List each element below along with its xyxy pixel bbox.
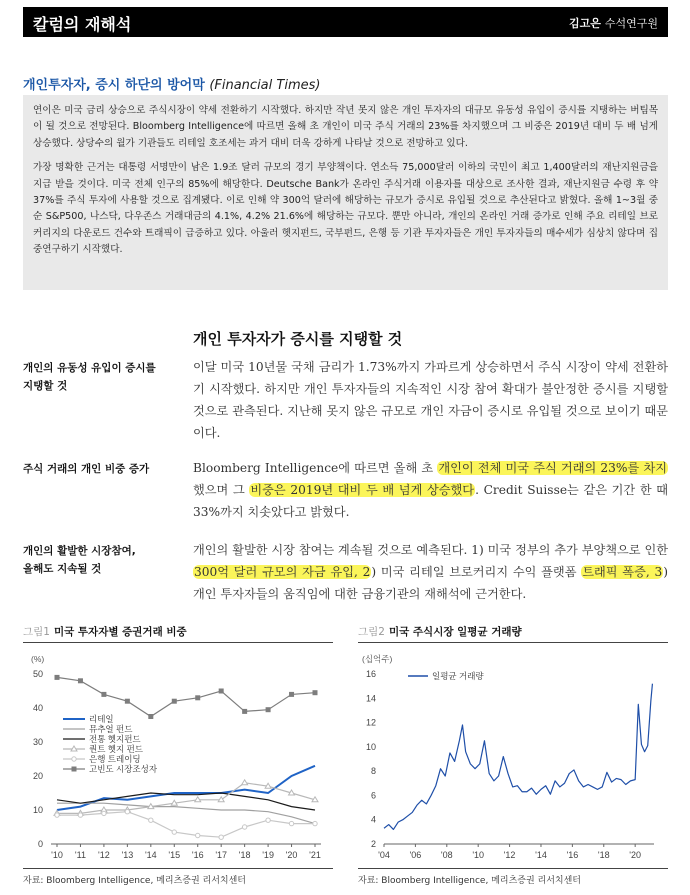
series-marker (172, 830, 176, 834)
highlighted-text: 300억 달러 규모의 자금 유입, 2 (194, 565, 371, 579)
series-marker (289, 821, 293, 825)
figure2-chart (358, 646, 668, 866)
body-paragraph: 이달 미국 10년물 국채 금리가 1.73%까지 가파르게 상승하면서 주식 시장이 약세 전환하기 시작했다. 하지만 개인 투자자들의 지속적인 시장 참여 확대가 불안정한 증시를 지탱할 것으로 관측된다. 지난해 못지 않은 규모로 개인 자금이 증시로 유입될 것으로 보이기 때문이다. (193, 360, 668, 440)
y-tick-label: 40 (32, 703, 43, 713)
section-title: 개인 투자자가 증시를 지탱할 것 (193, 330, 403, 348)
side-heading (23, 542, 136, 578)
series-marker (78, 678, 83, 683)
figure1-heading (23, 624, 187, 639)
body-text-run: 했으며 그 (193, 483, 250, 497)
series-marker (148, 714, 153, 719)
legend-label: 뮤추얼 펀드 (89, 724, 133, 734)
article-title (23, 74, 320, 93)
x-tick-label: '13 (121, 850, 134, 860)
highlighted-text: 비중은 2019년 대비 두 배 넘게 상승했다 (250, 483, 475, 497)
x-tick-label: '19 (262, 850, 274, 860)
article-summary-box (23, 95, 668, 290)
highlighted-text: 개인이 전체 미국 주식 거래의 23%를 차지 (438, 461, 667, 475)
figure1-title: 미국 투자자별 증권거래 비중 (53, 626, 187, 638)
series-marker (195, 695, 200, 700)
y-tick-label: 2 (370, 839, 376, 849)
y-axis-unit: (십억주) (362, 654, 393, 664)
series-marker (55, 675, 60, 680)
series-marker (172, 699, 177, 704)
y-axis-unit: (%) (31, 654, 45, 664)
x-tick-label: '17 (215, 850, 228, 860)
highlighted-text: 트래픽 폭증, 3 (582, 565, 663, 579)
x-tick-label: '21 (309, 850, 321, 860)
series-marker (78, 813, 82, 817)
series-line (384, 684, 652, 830)
side-heading (23, 460, 149, 478)
series-marker (55, 813, 59, 817)
series-marker (266, 707, 271, 712)
author-name: 김고은 (568, 17, 601, 30)
side-heading-line: 주식 거래의 개인 비중 증가 (23, 463, 150, 475)
series-marker (313, 821, 317, 825)
series-marker (219, 835, 223, 839)
y-tick-label: 16 (365, 669, 376, 679)
summary-paragraph: 연이은 미국 금리 상승으로 주식시장이 약세 전환하기 시작했다. 하지만 작년 못지 않은 개인 투자자의 대규모 유동성 유입이 증시를 지탱하는 버팀목이 될 것으로 전망된다. Bloomberg Intelligence에 따르면 올해 초 개인이 미국 주식 거래의 23%를 차지했으며 그 비중은 2019년 대비 두 배 넘게 상승했다. 상당수의 월가 기관들도 리테일 호조세는 과거 대비 더욱 강하게 나타날 것으로 전망하고 있다. (33, 105, 658, 149)
legend-label: 리테일 (89, 714, 114, 724)
figure1-bottom-rule (23, 868, 333, 869)
figure2-source: 자료: Bloomberg Intelligence, 메리츠증권 리서치센터 (358, 876, 581, 886)
legend-label: 고빈도 시장조성자 (89, 764, 158, 774)
series-line (57, 677, 315, 716)
series-line (57, 812, 315, 838)
x-tick-label: '18 (238, 850, 251, 860)
x-tick-label: '08 (440, 850, 453, 860)
x-tick-label: '16 (566, 850, 579, 860)
body-text-run: . Credit Suisse는 같은 기간 한 때 33%까지 치솟았다고 밝혔다. (193, 483, 669, 519)
series-marker (242, 709, 247, 714)
y-tick-label: 10 (365, 741, 376, 752)
y-tick-label: 6 (370, 790, 376, 801)
legend-label: 퀀트 헷지 펀드 (89, 744, 143, 754)
y-tick-label: 10 (32, 805, 43, 815)
legend-label: 전통 헷지펀드 (89, 734, 141, 744)
series-marker (219, 689, 224, 694)
side-heading-line: 올해도 지속될 것 (23, 563, 102, 575)
y-tick-label: 4 (370, 814, 376, 825)
y-tick-label: 8 (370, 766, 376, 777)
series-marker (242, 825, 246, 829)
body-text-run: )개인 투자자들의 움직임에 대한 금융기관의 재해석에 근거한다. (193, 565, 668, 601)
x-tick-label: '12 (503, 850, 516, 860)
y-tick-label: 20 (32, 771, 43, 781)
x-tick-label: '06 (409, 850, 422, 860)
y-tick-label: 30 (32, 737, 43, 747)
x-tick-label: '16 (191, 850, 204, 860)
x-tick-label: '04 (378, 850, 390, 860)
figure2-bottom-rule (358, 868, 668, 869)
body-text-run: 개인의 활발한 시장 참여는 계속될 것으로 예측된다. 1) 미국 정부의 추가 부양책으로 인한 (193, 543, 668, 557)
x-tick-label: '20 (629, 850, 642, 860)
x-tick-label: '18 (597, 850, 610, 860)
x-tick-label: '14 (535, 850, 547, 860)
figure1-chart (23, 646, 333, 866)
figure2-top-rule (358, 642, 668, 643)
legend-label: 은행 트레이딩 (89, 754, 141, 764)
column-title: 칼럼의 재해석 (33, 15, 132, 34)
x-tick-label: '11 (74, 850, 86, 860)
y-tick-label: 12 (365, 717, 376, 728)
x-tick-label: '20 (285, 850, 298, 860)
y-tick-label: 0 (37, 839, 43, 849)
author-team: 수석연구원 (604, 17, 658, 30)
series-marker (101, 692, 106, 697)
series-marker (289, 692, 294, 697)
series-marker (313, 690, 318, 695)
series-marker (149, 818, 153, 822)
author-byline (569, 15, 658, 31)
y-tick-label: 14 (365, 693, 376, 704)
article-source: (Financial Times) (209, 78, 321, 93)
side-heading-line: 개인의 활발한 시장참여, (23, 545, 136, 557)
figure2-number: 그림2 (358, 626, 385, 638)
figure1-number: 그림1 (23, 626, 50, 638)
series-marker (196, 833, 200, 837)
body-text-run: ) 미국 리테일 브로커리지 수익 플랫폼 (371, 565, 582, 579)
legend-label: 일평균 거래량 (432, 671, 484, 681)
x-tick-label: '10 (51, 850, 63, 860)
legend-marker (72, 767, 77, 772)
y-tick-label: 50 (32, 669, 43, 679)
series-marker (102, 811, 106, 815)
x-tick-label: '12 (98, 850, 110, 860)
x-tick-label: '14 (144, 850, 157, 860)
side-heading-line: 개인의 유동성 유입이 증시를 (23, 362, 156, 374)
summary-paragraph: 가장 명확한 근거는 대통령 서명만이 남은 1.9조 달러 규모의 경기 부양책이다. 연소득 75,000달러 이하의 국민이 최고 1,400달러의 재난지원금을 지급 받을 것이다. 미국 전체 인구의 85%에 해당한다. Deutsche Bank가 온라인 주식거래 이용자를 대상으로 조사한 결과, 재난지원금 수령 후 약 37%를 주식 투자에 사용할 것으로 집계됐다. 이로 인해 약 300억 달러에 해당하는 규모가 증시로 유입될 것으로 추산된다고 밝혔다. 올해 1~3월 중순 S&P500, 나스닥, 다우존스 거래대금의 4.1%, 4.2% 21.6%에 해당하는 규모다. 뿐만 아니라, 개인의 온라인 거래 증가로 인해 주요 리테일 브로커리지의 다운로드 건수와 트래픽이 급증하고 있다. 아울러 헷지펀드, 국부펀드, 은행 등 기관 투자자들은 개인 투자자들의 매수세가 심상치 않다며 집중연구하기 시작했다. (33, 162, 658, 256)
series-marker (242, 780, 248, 785)
figure2-heading (358, 624, 522, 639)
figure1-top-rule (23, 642, 333, 643)
figure2-title: 미국 주식시장 일평균 거래량 (388, 626, 522, 638)
series-marker (266, 818, 270, 822)
figure1-source: 자료: Bloomberg Intelligence, 메리츠증권 리서치센터 (23, 876, 246, 886)
body-paragraph (193, 539, 668, 605)
article-headline: 개인투자자, 증시 하단의 방어막 (23, 78, 205, 93)
side-heading-line: 지탱할 것 (23, 380, 68, 392)
x-tick-label: '15 (168, 850, 181, 860)
legend-marker (72, 757, 76, 761)
side-heading (23, 359, 156, 395)
series-marker (125, 810, 129, 814)
x-tick-label: '10 (472, 850, 485, 860)
body-text-run: Bloomberg Intelligence에 따르면 올해 초 (193, 461, 438, 475)
column-header-bar (23, 7, 668, 37)
body-paragraph (193, 457, 668, 523)
series-marker (125, 699, 130, 704)
